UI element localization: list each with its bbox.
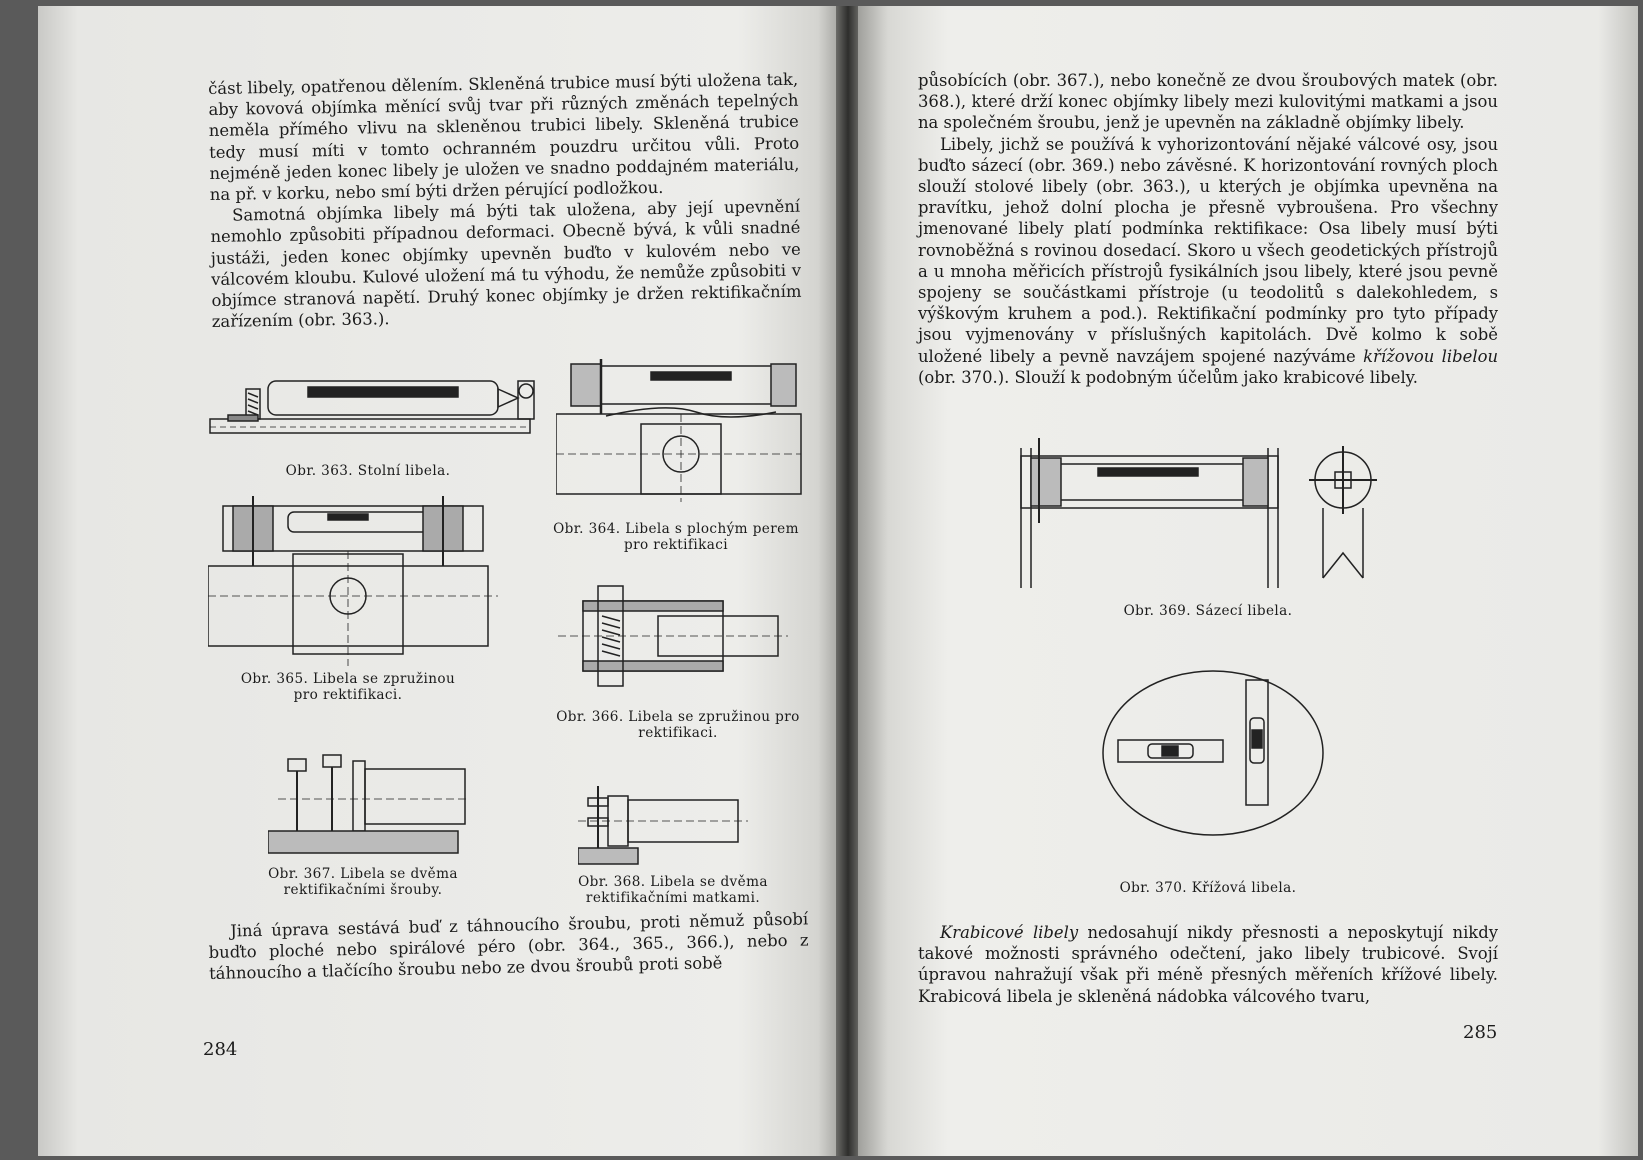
figure-367-level-two-screws — [268, 751, 468, 861]
left-page — [38, 6, 838, 1156]
figure-366-level-with-spring — [558, 581, 798, 691]
right-paragraph-2-part-b: (obr. 370.). Slouží k podobným účelům jako krabicové libely. — [918, 367, 1418, 387]
caption-fig-370: Obr. 370. Křížová libela. — [1119, 880, 1297, 896]
caption-fig-363: Obr. 363. Stolní libela. — [285, 463, 451, 479]
right-page-text-bottom — [918, 922, 1498, 1007]
left-paragraph-2: Samotná objímka libely má býti tak uložena, aby její upevnění nemohlo způsobiti případnou deformaci. Obecně bývá, k vůli snadné justáži, jeden konec objímky upevněn buďto v kulovém nebo ve válcovém kloubu. Kulové uložení má tu výhodu, že nemůže způsobiti v objímce stranová napětí. Druhý konec objímky je držen rektifikačním zařízením (obr. 363.). — [210, 196, 802, 332]
figure-368-level-two-nuts — [578, 786, 758, 871]
right-page — [858, 6, 1638, 1156]
figure-364-level-flat-spring — [556, 354, 816, 504]
caption-fig-368: Obr. 368. Libela se dvěma rektifikačními matkami. — [578, 874, 768, 906]
left-page-text-bottom — [208, 908, 809, 984]
right-paragraph-2 — [918, 134, 1498, 388]
open-book-scan — [28, 6, 1628, 1156]
figure-369-setting-level — [1003, 438, 1403, 598]
figure-365-level-with-spring — [208, 496, 508, 671]
left-paragraph-3: Jiná úprava sestává buď z táhnoucího šroubu, proti němuž působí buďto ploché nebo spirálové péro (obr. 364., 365., 366.), nebo z táhnoucího a tlačícího šroubu nebo ze dvou šroubů proti sobě — [208, 909, 809, 984]
right-page-number: 285 — [1463, 1022, 1498, 1043]
left-page-number: 284 — [203, 1039, 238, 1060]
figure-370-cross-level — [1098, 668, 1328, 838]
left-paragraph-1: část libely, opatřenou dělením. Skleněná trubice musí býti uložena tak, aby kovová objímka měnící svůj tvar při různých změnách tepelných neměla přímého vlivu na skleněnou trubici libely. Skleněná trubice tedy musí míti v tomto ochranném pouzdru určitou vůli. Proto nejméně jeden konec libely je uložen ve snadno poddajném materiálu, na př. v korku, nebo smí býti držen pérující podložkou. — [208, 69, 800, 205]
caption-fig-365: Obr. 365. Libela se zpružinou pro rektifikaci. — [240, 671, 456, 703]
right-paragraph-2-part-a: Libely, jichž se používá k vyhorizontování nějaké válcové osy, jsou buďto sázecí (obr. 369.) nebo závěsné. K horizontování rovných ploch slouží stolové libely (obr. 363.), u kterých je objímka upevněna na pravítku, jehož dolní plocha je přesně vybroušena. Pro všechny jmenované libely platí podmínka rektifikace: Osa libely musí býti rovnoběžná s rovinou dosedací. Skoro u všech geodetických přístrojů a u mnoha měřicích přístrojů fysikálních jsou libely, které jsou pevně spojeny se součástkami přístroje (u teodolitů s dalekohledem, s výškovým kruhem a pod.). Rektifikační podmínky pro tyto případy jsou vyjmenovány v příslušných kapitolách. Dvě kolmo k sobě uložené libely a pevně navzájem spojené nazýváme — [918, 134, 1498, 366]
right-paragraph-1: působících (obr. 367.), nebo konečně ze dvou šroubových matek (obr. 368.), které drží konec objímky libely mezi kulovitými matkami a jsou na společném šroubu, jenž je upevněn na základně objímky libely. — [918, 71, 1498, 133]
right-paragraph-3-text: nedosahují nikdy přesnosti a neposkytují nikdy takové možnosti správného odečtení, jako libely trubicové. Svojí úpravou nahražují však při méně přesných měřeních křížové libely. Krabicová libela je skleněná nádobka válcového tvaru, — [918, 923, 1498, 1006]
caption-fig-366: Obr. 366. Libela se zpružinou pro rektifikaci. — [556, 709, 800, 741]
book-gutter — [836, 6, 860, 1156]
left-page-text-top — [208, 69, 802, 333]
right-paragraph-3 — [918, 922, 1498, 1007]
caption-fig-364: Obr. 364. Libela s plochým perem pro rektifikaci — [553, 521, 799, 553]
right-paragraph-3-emphasis: Krabicové libely — [940, 923, 1079, 942]
caption-fig-367: Obr. 367. Libela se dvěma rektifikačními šrouby. — [268, 866, 458, 898]
caption-fig-369: Obr. 369. Sázecí libela. — [1123, 603, 1293, 619]
right-paragraph-2-emphasis: křížovou libelou — [1363, 346, 1498, 366]
figure-363-table-level — [208, 371, 538, 461]
right-page-text-top — [918, 70, 1498, 388]
